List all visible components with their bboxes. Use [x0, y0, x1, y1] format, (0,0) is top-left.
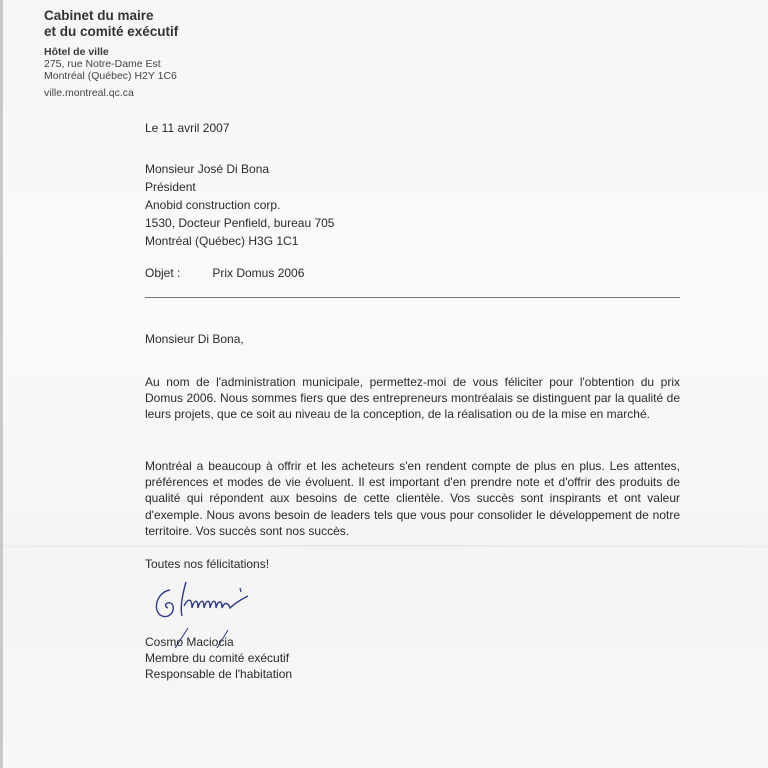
- paper-fold: [0, 545, 768, 547]
- subject-value: Prix Domus 2006: [212, 266, 305, 280]
- recipient-street: 1530, Docteur Penfield, bureau 705: [145, 216, 335, 230]
- subject-label: Objet :: [145, 266, 181, 280]
- letterhead: [44, 8, 178, 99]
- letterhead-street: 275, rue Notre-Dame Est: [44, 58, 161, 70]
- subject-line: [145, 265, 304, 281]
- recipient-address: [145, 160, 334, 250]
- recipient-name: Monsieur José Di Bona: [145, 162, 270, 176]
- separator-rule: [145, 297, 680, 298]
- salutation: Monsieur Di Bona,: [145, 332, 244, 346]
- signatory-responsibility: Responsable de l'habitation: [145, 667, 293, 681]
- body-paragraph-2: Montréal a beaucoup à offrir et les acheteurs s'en rendent compte de plus en plus. Les attentes, préférences et modes de vie évoluent. Il est important d'en prendre note et d'offrir des produits de qualité qui répondent aux besoins de cette clientèle. Vos succès sont inspirants et ont valeur d'exemple. Nous avons besoin de leaders tels que vous pour consolider le développement de notre territoire. Vos succès sont nos succès.: [145, 459, 680, 538]
- signatory-role: Membre du comité exécutif: [145, 651, 290, 665]
- letterhead-website: ville.montreal.qc.ca: [44, 87, 134, 99]
- recipient-title: Président: [145, 180, 196, 194]
- signature-block: [145, 634, 292, 682]
- page-edge: [0, 0, 3, 768]
- letterhead-city: Montréal (Québec) H2Y 1C6: [44, 70, 177, 82]
- letterhead-building: Hôtel de ville: [44, 46, 109, 58]
- recipient-company: Anobid construction corp.: [145, 198, 281, 212]
- signatory-name: Cosmo Maciocia: [145, 635, 234, 649]
- closing: Toutes nos félicitations!: [145, 557, 270, 571]
- body-paragraph-1: Au nom de l'administration municipale, permettez-moi de vous féliciter pour l'obtention du prix Domus 2006. Nous sommes fiers que des entrepreneurs montréalais se distinguent par la qualité de leurs projets, que ce soit au niveau de la conception, de la réalisation ou de la mise en marché.: [145, 375, 680, 422]
- recipient-city: Montréal (Québec) H3G 1C1: [145, 234, 299, 248]
- letter-date: Le 11 avril 2007: [145, 121, 230, 135]
- letterhead-title-line2: et du comité exécutif: [44, 24, 179, 39]
- letterhead-title-line1: Cabinet du maire: [44, 8, 154, 23]
